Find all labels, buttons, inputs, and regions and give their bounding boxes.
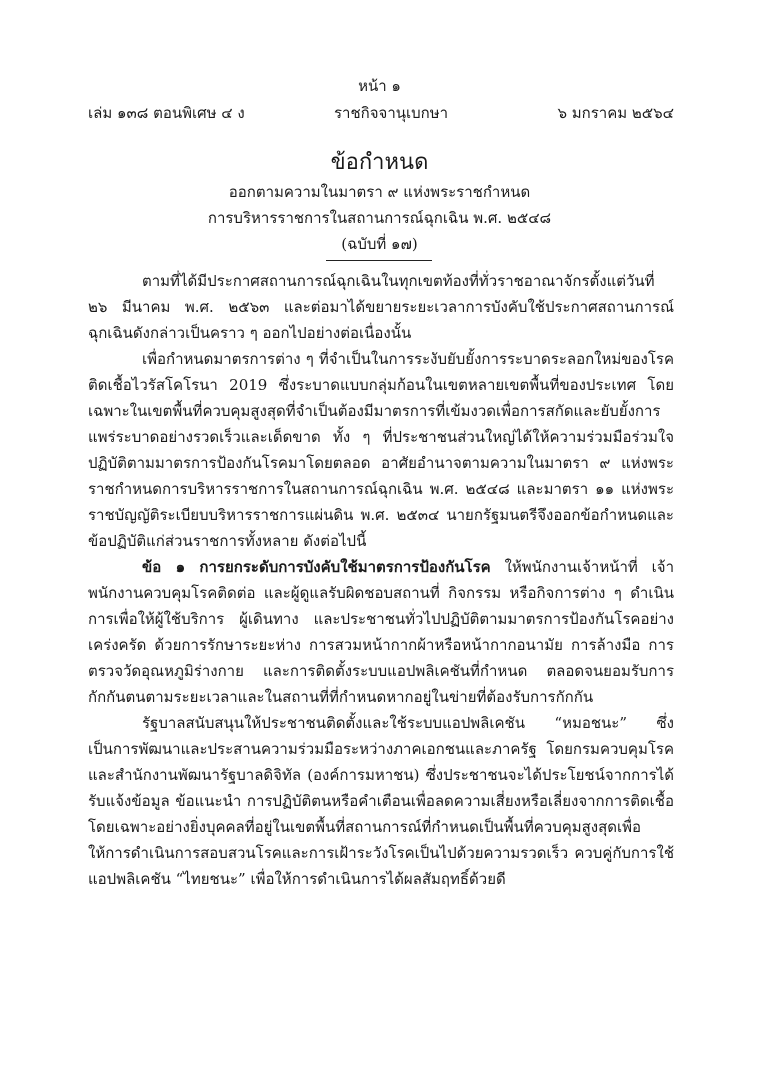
clause-1-paragraph: [88, 554, 674, 710]
clause-1-text: ให้พนักงานเจ้าหน้าที่ เจ้าพนักงานควบคุมโรคติดต่อ และผู้ดูแลรับผิดชอบสถานที่ กิจกรรม หรือกิจการต่าง ๆ ดำเนินการเพื่อให้ผู้ใช้บริการ ผู้เดินทาง และประชาชนทั่วไปปฏิบัติตามมาตรการป้องกันโรคอย่างเคร่งครัด ด้วยการรักษาระยะห่าง การสวมหน้ากากผ้าหรือหน้ากากอนามัย การล้างมือ การตรวจวัดอุณหภูมิร่างกาย และการติดตั้งระบบแอปพลิเคชันที่กำหนด ตลอดจนยอมรับการกักกันตนตามระยะเวลาและในสถานที่ที่กำหนดหากอยู่ในข่ายที่ต้องรับการกักกัน: [88, 558, 674, 706]
publication-date: ๖ มกราคม ๒๕๖๔: [557, 104, 674, 122]
document-body: [88, 268, 674, 892]
document-subtitle-1: ออกตามความในมาตรา ๙ แห่งพระราชกำหนด: [228, 183, 531, 201]
clause-1-heading: ข้อ ๑ การยกระดับการบังคับใช้มาตรการป้องกันโรค: [142, 558, 491, 576]
app-support-paragraph: รัฐบาลสนับสนุนให้ประชาชนติดตั้งและใช้ระบบแอปพลิเคชัน “หมอชนะ” ซึ่งเป็นการพัฒนาและประสานความร่วมมือระหว่างภาคเอกชนและภาครัฐ โดยกรมควบคุมโรคและสำนักงานพัฒนารัฐบาลดิจิทัล (องค์การมหาชน) ซึ่งประชาชนจะได้ประโยชน์จากการได้รับแจ้งข้อมูล ข้อแนะนำ การปฏิบัติตนหรือคำเตือนเพื่อลดความเสี่ยงหรือเลี่ยงจากการติดเชื้อ โดยเฉพาะอย่างยิ่งบุคคลที่อยู่ในเขตพื้นที่สถานการณ์ที่กำหนดเป็นพื้นที่ควบคุมสูงสุดเพื่อให้การดำเนินการสอบสวนโรคและการเฝ้าระวังโรคเป็นไปด้วยความรวดเร็ว ควบคู่กับการใช้แอปพลิเคชัน “ไทยชนะ” เพื่อให้การดำเนินการได้ผลสัมฤทธิ์ด้วยดี: [88, 714, 674, 888]
gazette-header: [88, 101, 674, 123]
document-subtitle-2: การบริหารราชการในสถานการณ์ฉุกเฉิน พ.ศ. ๒๕๔๘: [207, 209, 552, 227]
document-title: ข้อกำหนด: [330, 150, 429, 175]
page-number: หน้า ๑: [358, 77, 401, 95]
publication-name: ราชกิจจานุเบกษา: [334, 104, 449, 122]
document-issue-number: (ฉบับที่ ๑๗): [341, 235, 418, 253]
authority-paragraph: เพื่อกำหนดมาตรการต่าง ๆ ที่จำเป็นในการระงับยับยั้งการระบาดระลอกใหม่ของโรคติดเชื้อไวรัสโคโรนา 2019 ซึ่งระบาดแบบกลุ่มก้อนในเขตหลายเขตพื้นที่ของประเทศ โดยเฉพาะในเขตพื้นที่ควบคุมสูงสุดที่จำเป็นต้องมีมาตรการที่เข้มงวดเพื่อการสกัดและยับยั้งการแพร่ระบาดอย่างรวดเร็วและเด็ดขาด ทั้ง ๆ ที่ประชาชนส่วนใหญ่ได้ให้ความร่วมมือร่วมใจปฏิบัติตามมาตรการป้องกันโรคมาโดยตลอด อาศัยอำนาจตามความในมาตรา ๙ แห่งพระราชกำหนดการบริหารราชการในสถานการณ์ฉุกเฉิน พ.ศ. ๒๕๔๘ และมาตรา ๑๑ แห่งพระราชบัญญัติระเบียบบริหารราชการแผ่นดิน พ.ศ. ๒๕๓๔ นายกรัฐมนตรีจึงออกข้อกำหนดและข้อปฏิบัติแก่ส่วนราชการทั้งหลาย ดังต่อไปนี้: [88, 350, 674, 550]
title-divider: [326, 260, 432, 261]
preamble-paragraph: ตามที่ได้มีประกาศสถานการณ์ฉุกเฉินในทุกเขตท้องที่ทั่วราชอาณาจักรตั้งแต่วันที่ ๒๖ มีนาคม พ.ศ. ๒๕๖๓ และต่อมาได้ขยายระยะเวลาการบังคับใช้ประกาศสถานการณ์ฉุกเฉินดังกล่าวเป็นคราว ๆ ออกไปอย่างต่อเนื่องนั้น: [88, 272, 674, 342]
volume-label: เล่ม ๑๓๘ ตอนพิเศษ ๔ ง: [88, 104, 245, 122]
